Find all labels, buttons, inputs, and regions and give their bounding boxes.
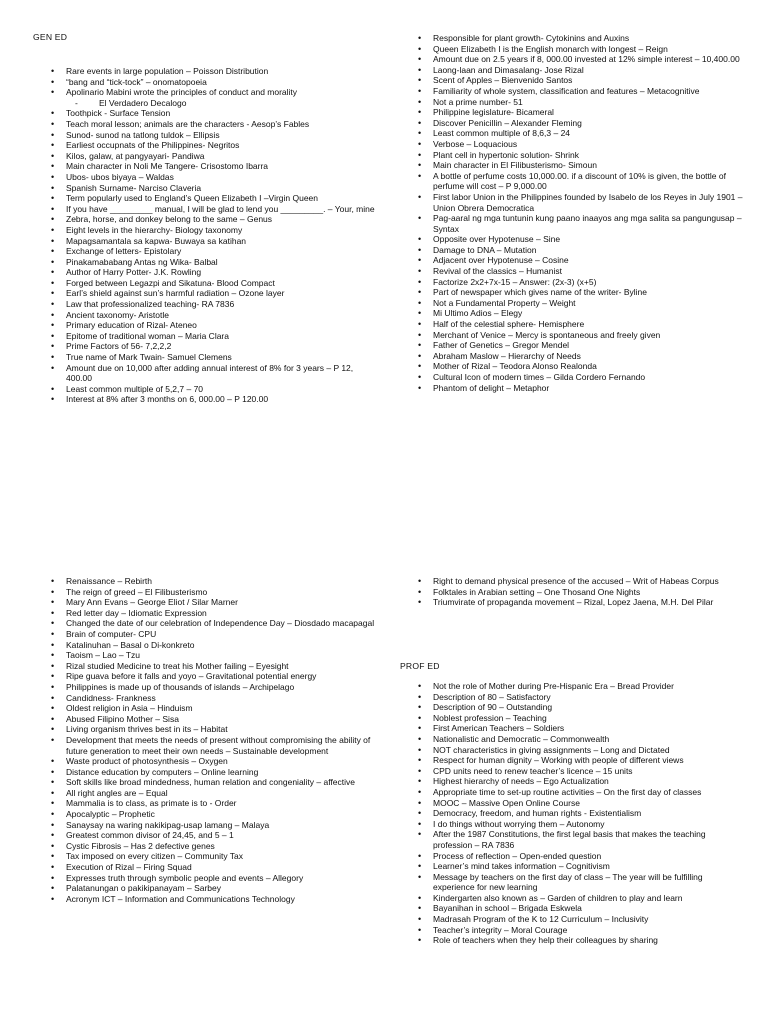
bullet-list (48, 66, 378, 405)
list-item: • Toothpick - Surface Tension (48, 108, 378, 119)
list-item: • Primary education of Rizal- Ateneo (48, 320, 378, 331)
list-item: • Eight levels in the hierarchy- Biology taxonomy (48, 225, 378, 236)
list-item: • “bang and “tick-tock” – onomatopoeia (48, 77, 378, 88)
list-item: • Red letter day – Idiomatic Expression (48, 608, 378, 619)
list-item: • Soft skills like broad mindedness, human relation and congeniality – affective (48, 777, 378, 788)
list-item: • Mammalia is to class, as primate is to - Order (48, 798, 378, 809)
list-item: • Apolinario Mabini wrote the principles of conduct and morality (48, 87, 378, 98)
list-item: • Pinakamababang Antas ng Wika- Balbal (48, 257, 378, 268)
list-item: • Nationalistic and Democratic – Commonwealth (415, 734, 745, 745)
list-item: • Zebra, horse, and donkey belong to the same – Genus (48, 214, 378, 225)
list-item: • Process of reflection – Open-ended question (415, 851, 745, 862)
list-item: • Exchange of letters- Epistolary (48, 246, 378, 257)
list-item: • All right angles are – Equal (48, 788, 378, 799)
list-item: • Discover Penicillin – Alexander Fleming (415, 118, 745, 129)
list-item: • If you have _________ manual, I will be glad to lend you _________. – Your, mine (48, 204, 378, 215)
list-item: • Palatanungan o pakikipanayam – Sarbey (48, 883, 378, 894)
list-item: • Appropriate time to set-up routine activities – On the first day of classes (415, 787, 745, 798)
sub-list-item: - El Verdadero Decalogo (66, 98, 378, 109)
list-item: • Term popularly used to England’s Queen Elizabeth I –Virgin Queen (48, 193, 378, 204)
bullet-list (415, 681, 745, 946)
prof-ed-column (415, 681, 745, 946)
list-item: • Scent of Apples – Bienvenido Santos (415, 75, 745, 86)
list-item: • Oldest religion in Asia – Hinduism (48, 703, 378, 714)
bullet-list (415, 576, 745, 608)
list-item: • Pag-aaral ng mga tuntunin kung paano inaayos ang mga salita sa pangungusap – Syntax (415, 213, 745, 234)
gen-ed-column-4 (415, 576, 745, 608)
list-item: • Message by teachers on the first day of class – The year will be fulfilling experience for new learning (415, 872, 745, 893)
list-item: • The reign of greed – El Filibusterismo (48, 587, 378, 598)
list-item: • Prime Factors of 56- 7,2,2,2 (48, 341, 378, 352)
list-item: • True name of Mark Twain- Samuel Clemens (48, 352, 378, 363)
list-item: • Description of 90 – Outstanding (415, 702, 745, 713)
list-item: • Forged between Legazpi and Sikatuna- Blood Compact (48, 278, 378, 289)
list-item: • Tax imposed on every citizen – Community Tax (48, 851, 378, 862)
list-item: • Waste product of photosynthesis – Oxygen (48, 756, 378, 767)
list-item: • Amount due on 10,000 after adding annual interest of 8% for 3 years – P 12, 400.00 (48, 363, 378, 384)
prof-ed-heading: PROF ED (400, 661, 440, 671)
list-item: • Phantom of delight – Metaphor (415, 383, 745, 394)
list-item: • Law that professionalized teaching- RA 7836 (48, 299, 378, 310)
list-item: • Main character in El Filibusterismo- Simoun (415, 160, 745, 171)
list-item: • Opposite over Hypotenuse – Sine (415, 234, 745, 245)
list-item: • Taoism – Lao – Tzu (48, 650, 378, 661)
list-item: • Greatest common divisor of 24,45, and 5 – 1 (48, 830, 378, 841)
list-item: • MOOC – Massive Open Online Course (415, 798, 745, 809)
list-item: • Revival of the classics – Humanist (415, 266, 745, 277)
sub-list-container (48, 98, 378, 109)
list-item: • First American Teachers – Soldiers (415, 723, 745, 734)
list-item: • I do things without worrying them – Autonomy (415, 819, 745, 830)
list-item: • Brain of computer- CPU (48, 629, 378, 640)
list-item: • Factorize 2x2+7x-15 – Answer: (2x-3) (x+5) (415, 277, 745, 288)
list-item: • Changed the date of our celebration of Independence Day – Diosdado macapagal (48, 618, 378, 629)
gen-ed-column-1 (48, 66, 378, 405)
list-item: • Acronym ICT – Information and Communications Technology (48, 894, 378, 905)
list-item: • Living organism thrives best in its – Habitat (48, 724, 378, 735)
list-item: • Ripe guava before it falls and yoyo – Gravitational potential energy (48, 671, 378, 682)
gen-ed-column-2 (415, 33, 745, 393)
list-item: • Least common multiple of 5,2,7 – 70 (48, 384, 378, 395)
list-item: • Learner’s mind takes information – Cognitivism (415, 861, 745, 872)
list-item: • Ancient taxonomy- Aristotle (48, 310, 378, 321)
list-item: • Cystic Fibrosis – Has 2 defective genes (48, 841, 378, 852)
list-item: • After the 1987 Constitutions, the first legal basis that makes the teaching profession – RA 7836 (415, 829, 745, 850)
list-item: • Mother of Rizal – Teodora Alonso Realonda (415, 361, 745, 372)
sub-list (66, 98, 378, 109)
list-item: • Mi Ultimo Adios – Elegy (415, 308, 745, 319)
list-item: • Right to demand physical presence of the accused – Writ of Habeas Corpus (415, 576, 745, 587)
gen-ed-heading: GEN ED (33, 32, 68, 42)
list-item: • Damage to DNA – Mutation (415, 245, 745, 256)
list-item: • Laong-laan and Dimasalang- Jose Rizal (415, 65, 745, 76)
list-item: • Main character in Noli Me Tangere- Crisostomo Ibarra (48, 161, 378, 172)
list-item: • Interest at 8% after 3 months on 6, 000.00 – P 120.00 (48, 394, 378, 405)
list-item: • Plant cell in hypertonic solution- Shrink (415, 150, 745, 161)
list-item: • Ubos- ubos biyaya – Waldas (48, 172, 378, 183)
list-item: • Spanish Surname- Narciso Claveria (48, 183, 378, 194)
list-item: • Cultural Icon of modern times – Gilda Cordero Fernando (415, 372, 745, 383)
list-item: • Rare events in large population – Poisson Distribution (48, 66, 378, 77)
list-item: • Mary Ann Evans – George Eliot / Silar Marner (48, 597, 378, 608)
list-item: • Familiarity of whole system, classification and features – Metacognitive (415, 86, 745, 97)
list-item: • Epitome of traditional woman – Maria Clara (48, 331, 378, 342)
list-item: • Mapagsamantala sa kapwa- Buwaya sa katihan (48, 236, 378, 247)
list-item: • Kilos, galaw, at pangyayari- Pandiwa (48, 151, 378, 162)
list-item: • Folktales in Arabian setting – One Thosand One Nights (415, 587, 745, 598)
gen-ed-column-3 (48, 576, 378, 904)
list-item: • Candidness- Frankness (48, 693, 378, 704)
list-item: • Respect for human dignity – Working with people of different views (415, 755, 745, 766)
list-item: • Apocalyptic – Prophetic (48, 809, 378, 820)
list-item: • A bottle of perfume costs 10,000.00. if a discount of 10% is given, the bottle of perfume will cost – P 9,000.00 (415, 171, 745, 192)
list-item: • Part of newspaper which gives name of the writer- Byline (415, 287, 745, 298)
list-item: • Development that meets the needs of present without compromising the ability of future generation to meet their own needs – Sustainable development (48, 735, 378, 756)
list-item: • Queen Elizabeth I is the English monarch with longest – Reign (415, 44, 745, 55)
list-item: • Responsible for plant growth- Cytokinins and Auxins (415, 33, 745, 44)
list-item: • Philippines is made up of thousands of islands – Archipelago (48, 682, 378, 693)
list-item: • Philippine legislature- Bicameral (415, 107, 745, 118)
list-item: • Rizal studied Medicine to treat his Mother failing – Eyesight (48, 661, 378, 672)
list-item: • Highest hierarchy of needs – Ego Actualization (415, 776, 745, 787)
list-item: • Noblest profession – Teaching (415, 713, 745, 724)
list-item: • CPD units need to renew teacher’s licence – 15 units (415, 766, 745, 777)
list-item: • Execution of Rizal – Firing Squad (48, 862, 378, 873)
list-item: • Katalinuhan – Basal o Di-konkreto (48, 640, 378, 651)
list-item: • NOT characteristics in giving assignments – Long and Dictated (415, 745, 745, 756)
list-item: • Abused Filipino Mother – Sisa (48, 714, 378, 725)
list-item: • Triumvirate of propaganda movement – Rizal, Lopez Jaena, M.H. Del Pilar (415, 597, 745, 608)
list-item: • Bayanihan in school – Brigada Eskwela (415, 903, 745, 914)
list-item: • Abraham Maslow – Hierarchy of Needs (415, 351, 745, 362)
list-item: • Madrasah Program of the K to 12 Curriculum – Inclusivity (415, 914, 745, 925)
list-item: • Adjacent over Hypotenuse – Cosine (415, 255, 745, 266)
list-item: • Earl’s shield against sun’s harmful radiation – Ozone layer (48, 288, 378, 299)
list-item: • Kindergarten also known as – Garden of children to play and learn (415, 893, 745, 904)
list-item: • Verbose – Loquacious (415, 139, 745, 150)
list-item: • Democracy, freedom, and human rights - Existentialism (415, 808, 745, 819)
list-item: • Father of Genetics – Gregor Mendel (415, 340, 745, 351)
list-item: • Merchant of Venice – Mercy is spontaneous and freely given (415, 330, 745, 341)
list-item: • Half of the celestial sphere- Hemisphere (415, 319, 745, 330)
list-item: • Amount due on 2.5 years if 8, 000.00 invested at 12% simple interest – 10,400.00 (415, 54, 745, 65)
bullet-list (48, 576, 378, 904)
list-item: • Role of teachers when they help their colleagues by sharing (415, 935, 745, 946)
list-item: • Least common multiple of 8,6,3 – 24 (415, 128, 745, 139)
list-item: • Author of Harry Potter- J.K. Rowling (48, 267, 378, 278)
list-item: • Description of 80 – Satisfactory (415, 692, 745, 703)
list-item: • Renaissance – Rebirth (48, 576, 378, 587)
list-item: • Distance education by computers – Online learning (48, 767, 378, 778)
list-item: • Not a Fundamental Property – Weight (415, 298, 745, 309)
list-item: • Expresses truth through symbolic people and events – Allegory (48, 873, 378, 884)
list-item: • Not the role of Mother during Pre-Hispanic Era – Bread Provider (415, 681, 745, 692)
list-item: • First labor Union in the Philippines founded by Isabelo de los Reyes in July 1901 – Union Obrera Democratica (415, 192, 745, 213)
list-item: • Earliest occupnats of the Philippines- Negritos (48, 140, 378, 151)
bullet-list (415, 33, 745, 393)
list-item: • Sanaysay na waring nakikipag-usap lamang – Malaya (48, 820, 378, 831)
list-item: • Not a prime number- 51 (415, 97, 745, 108)
list-item: • Teach moral lesson; animals are the characters - Aesop’s Fables (48, 119, 378, 130)
list-item: • Teacher’s integrity – Moral Courage (415, 925, 745, 936)
list-item: • Sunod- sunod na tatlong tuldok – Ellipsis (48, 130, 378, 141)
